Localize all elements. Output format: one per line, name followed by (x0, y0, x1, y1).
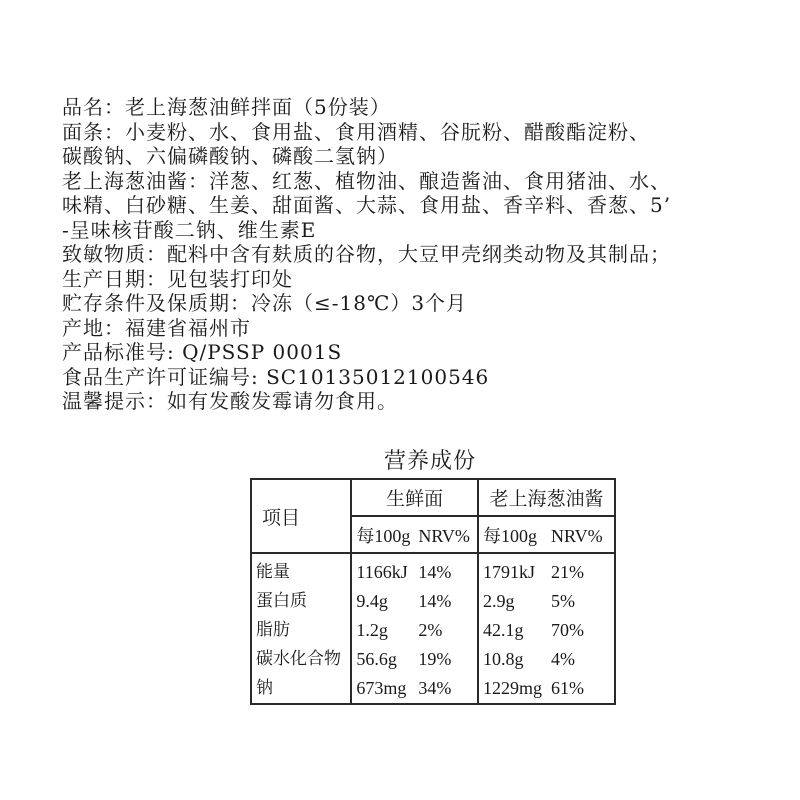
table-row (479, 645, 614, 674)
nutrient-name: 钠 (256, 678, 273, 698)
p2-value: 10.8g (483, 649, 524, 669)
storage-line: 贮存条件及保质期：冷冻（≤-18℃）3个月 (62, 291, 468, 315)
nutrient-name: 能量 (256, 562, 290, 582)
product1-values-column (351, 553, 478, 704)
table-row (479, 558, 614, 587)
p2-nrv: 61% (551, 678, 584, 698)
p1-nrv: 14% (418, 591, 452, 611)
table-row (479, 616, 614, 645)
nutrition-table (250, 478, 616, 705)
per100g-label: 每100g (483, 525, 537, 546)
p1-nrv: 14% (418, 562, 452, 582)
p1-value: 9.4g (356, 591, 388, 611)
product1-header: 生鲜面 (351, 479, 478, 516)
p2-value: 1229mg (483, 678, 543, 698)
p1-value: 1166kJ (356, 562, 408, 582)
product2-subheader (478, 516, 615, 553)
table-row (479, 587, 614, 616)
p2-nrv: 21% (551, 562, 584, 582)
noodle-ingredients-line: 面条：小麦粉、水、食用盐、食用酒精、谷朊粉、醋酸酯淀粉、 (62, 119, 650, 144)
table-row (352, 587, 477, 616)
noodle-ingredients-line-2: 碳酸钠、六偏磷酸钠、磷酸二氢钠） (62, 144, 398, 168)
p2-value: 1791kJ (483, 562, 536, 582)
origin-line: 产地：福建省福州市 (62, 315, 251, 340)
p2-nrv: 5% (551, 591, 575, 611)
sauce-ingredients-line: 老上海葱油酱：洋葱、红葱、植物油、酿造酱油、食用猪油、水、 (62, 168, 671, 193)
warning-line: 温馨提示：如有发酸发霉请勿食用。 (62, 389, 398, 413)
table-row (352, 674, 477, 703)
nutrition-title: 营养成份 (383, 449, 476, 474)
sauce-ingredients-line-3: -呈味核苷酸二钠、维生素E (62, 217, 317, 242)
p2-nrv: 70% (551, 620, 584, 640)
product1-subheader (351, 516, 478, 553)
p2-nrv: 4% (551, 649, 575, 669)
table-row (352, 616, 477, 645)
standard-number-line: 产品标准号: Q/PSSP 0001S (62, 340, 343, 364)
nrv-label: NRV% (551, 525, 603, 546)
nutrient-name: 碳水化合物 (256, 649, 341, 669)
item-header: 项目 (251, 479, 351, 553)
p1-nrv: 34% (418, 678, 452, 698)
allergen-line: 致敏物质：配料中含有麸质的谷物，大豆甲壳纲类动物及其制品； (62, 242, 671, 266)
nutrient-name: 脂肪 (256, 620, 290, 640)
p2-value: 42.1g (483, 620, 524, 640)
p1-value: 1.2g (356, 620, 388, 640)
table-row (352, 558, 477, 587)
table-row (352, 645, 477, 674)
product2-header: 老上海葱油酱 (478, 479, 615, 516)
license-number-line: 食品生产许可证编号: SC10135012100546 (62, 364, 490, 389)
p1-nrv: 19% (418, 649, 452, 669)
nrv-label: NRV% (418, 525, 470, 546)
product-info-block (62, 95, 752, 414)
nutrient-names-column (251, 553, 351, 704)
product2-values-column (478, 553, 615, 704)
product-name-line: 品名：老上海葱油鲜拌面（5份装） (62, 95, 391, 119)
production-date-line: 生产日期：见包装打印处 (62, 266, 293, 291)
p1-value: 673mg (356, 678, 407, 698)
p1-nrv: 2% (418, 620, 443, 640)
sauce-ingredients-line-2: 味精、白砂糖、生姜、甜面酱、大蒜、食用盐、香辛料、香葱、5’ (62, 193, 672, 217)
p1-value: 56.6g (356, 649, 397, 669)
per100g-label: 每100g (356, 525, 411, 546)
table-row (479, 674, 614, 703)
nutrient-name: 蛋白质 (256, 591, 307, 611)
p2-value: 2.9g (483, 591, 515, 611)
